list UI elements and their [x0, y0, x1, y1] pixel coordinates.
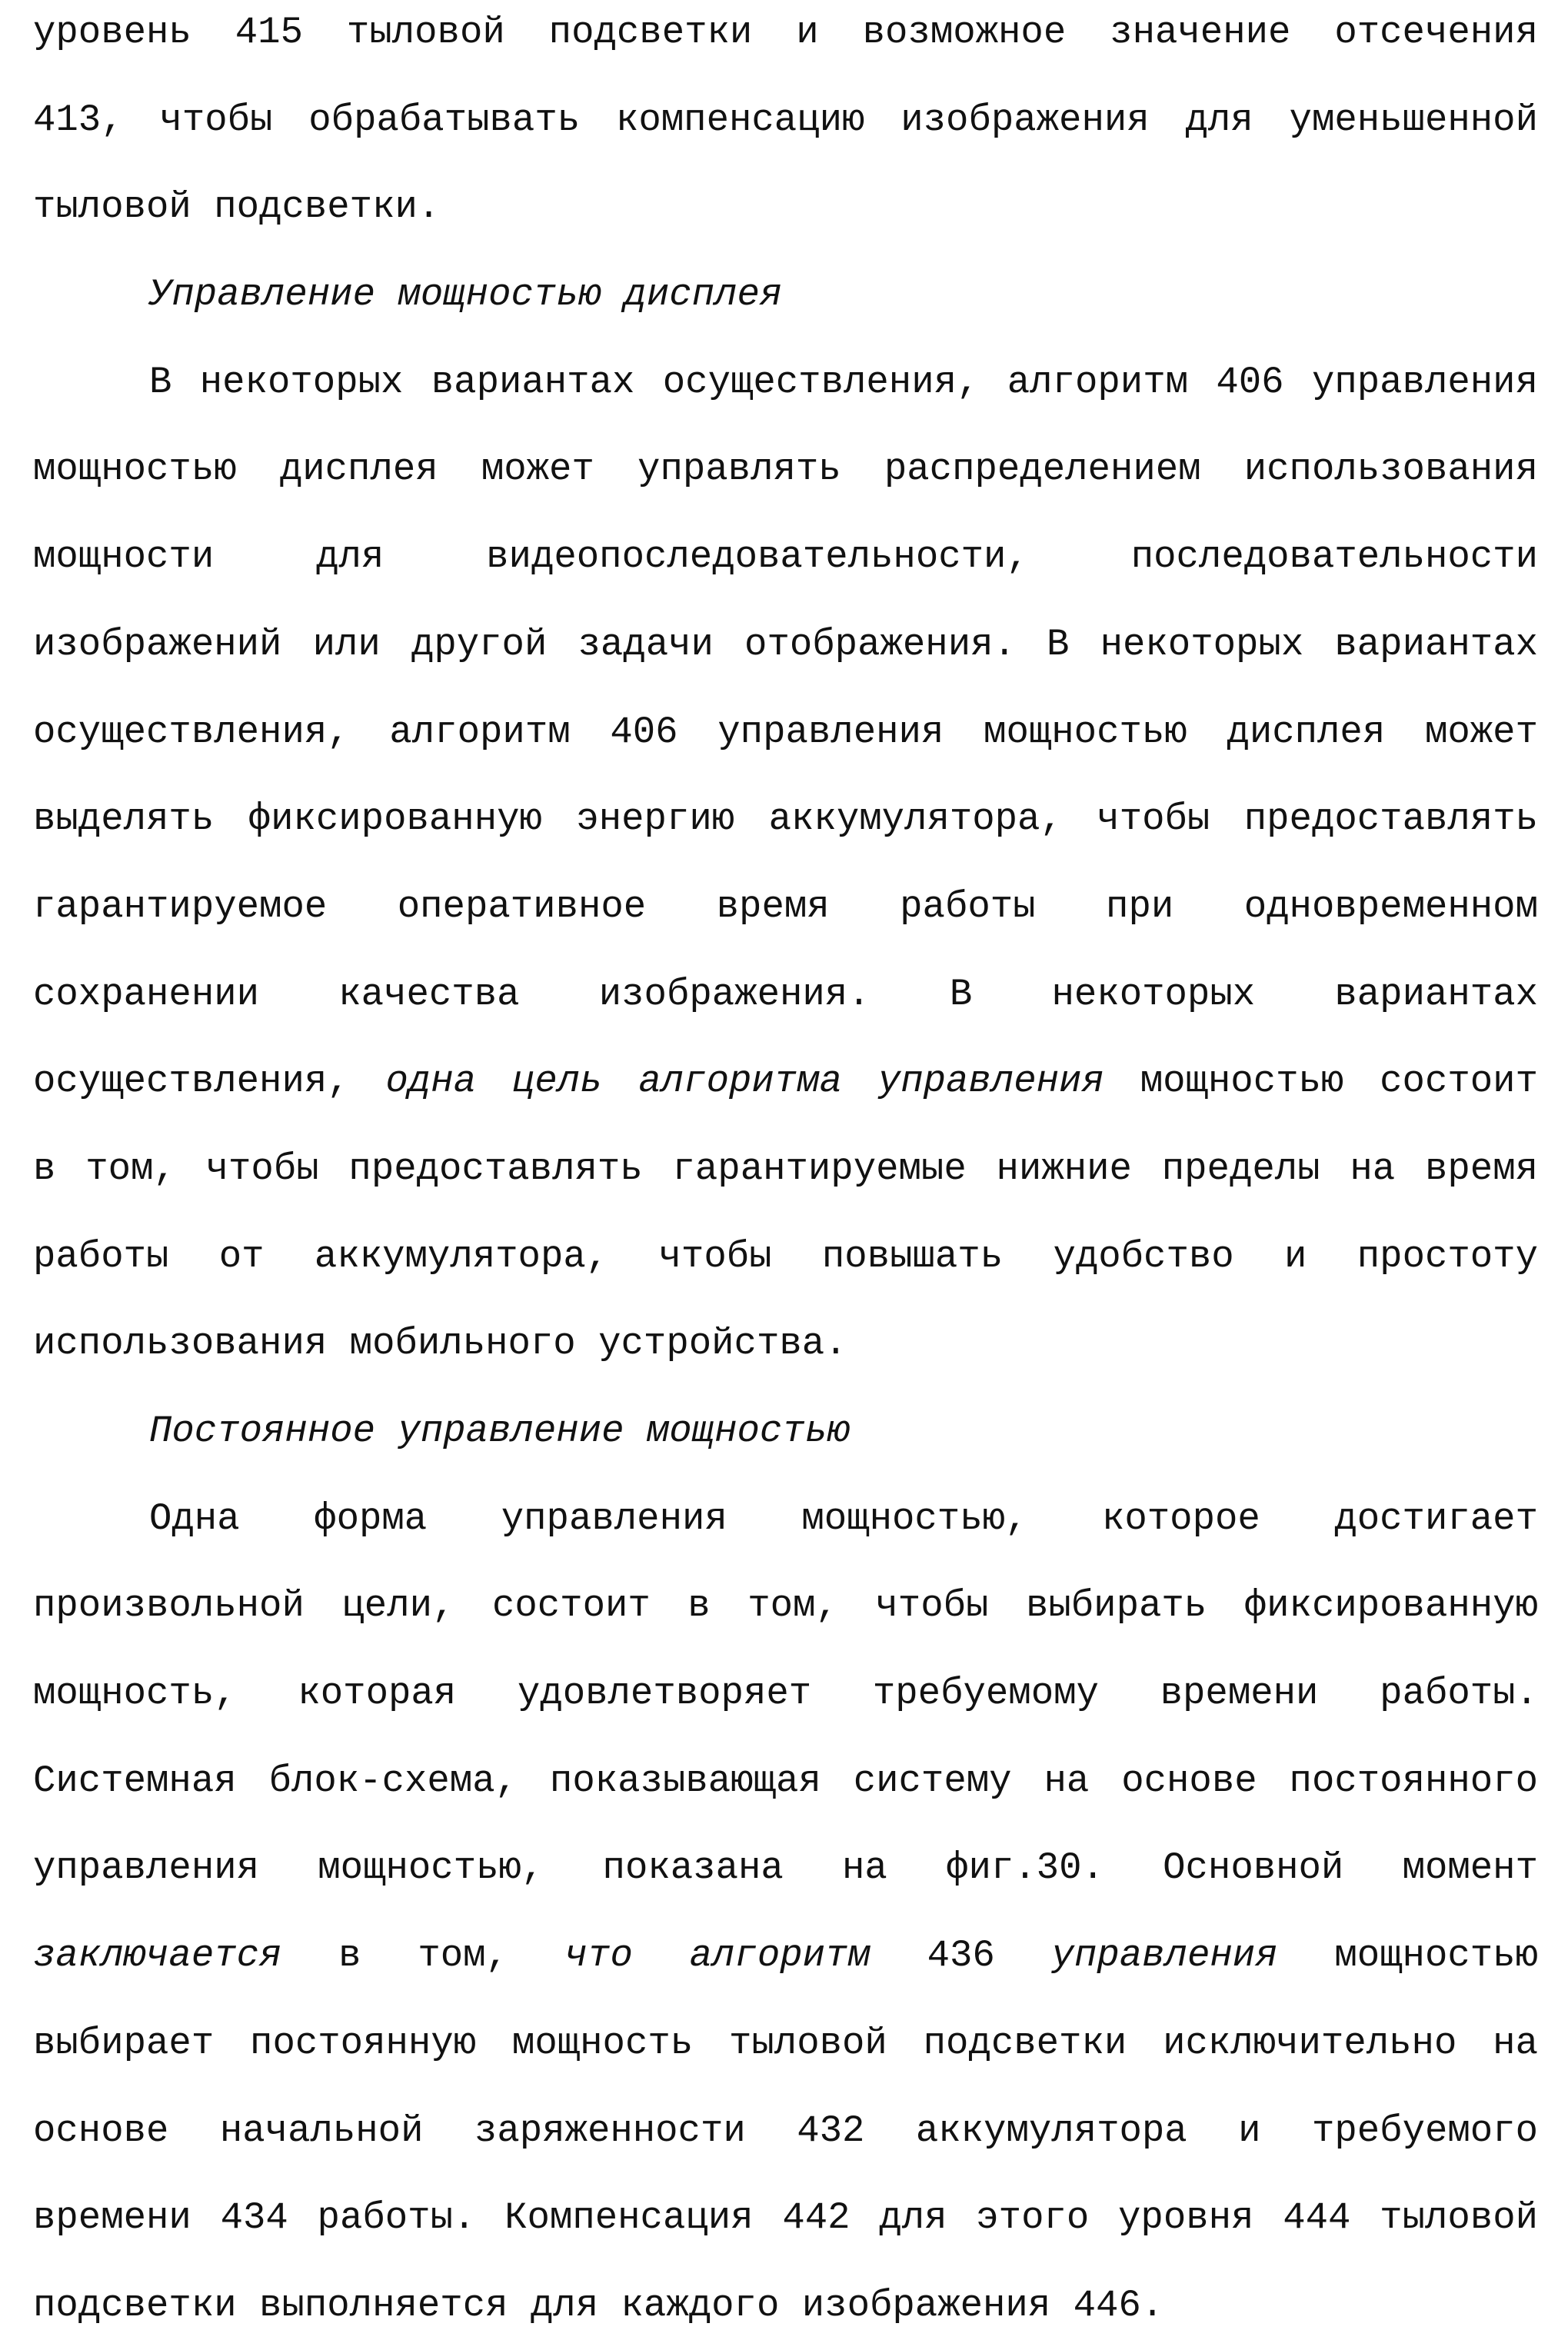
text-line	[33, 1300, 1538, 1388]
italic-text: заключается	[33, 1934, 281, 1977]
text-segment: сохранении качества изображения. В некоторых вариантах	[33, 973, 1538, 1016]
text-line	[33, 864, 1538, 951]
text-segment: мощностью	[1278, 1934, 1538, 1977]
text-line	[33, 77, 1538, 165]
text-line	[33, 426, 1538, 514]
text-segment: работы от аккумулятора, чтобы повышать удобство и простоту	[33, 1235, 1538, 1278]
text-segment: изображений или другой задачи отображения. В некоторых вариантах	[33, 623, 1538, 666]
text-segment: уровень 415 тыловой подсветки и возможное значение отсечения	[33, 11, 1538, 54]
text-line	[33, 1825, 1538, 1912]
text-segment: мощностью дисплея может управлять распределением использования	[33, 448, 1538, 491]
text-segment: мощность, которая удовлетворяет требуемому времени работы.	[33, 1672, 1538, 1715]
text-line	[33, 776, 1538, 864]
text-line	[33, 1650, 1538, 1738]
text-line	[33, 1738, 1538, 1826]
text-segment: тыловой подсветки.	[33, 185, 440, 228]
italic-text: управления	[1052, 1934, 1278, 1977]
text-line	[33, 164, 1538, 251]
italic-text: одна цель алгоритма управления	[385, 1060, 1104, 1103]
section-heading	[33, 1388, 1538, 1476]
text-line	[33, 2000, 1538, 2088]
text-segment: осуществления,	[33, 1060, 385, 1103]
text-segment: осуществления, алгоритм 406 управления мощностью дисплея может	[33, 711, 1538, 754]
text-line	[33, 2175, 1538, 2262]
text-segment: использования мобильного устройства.	[33, 1322, 847, 1365]
section-heading	[33, 251, 1538, 339]
text-segment: подсветки выполняется для каждого изображения 446.	[33, 2284, 1164, 2327]
text-line	[33, 1213, 1538, 1301]
text-segment: гарантируемое оперативное время работы при одновременном	[33, 885, 1538, 928]
text-line	[33, 1476, 1538, 1563]
text-segment: Одна форма управления мощностью, которое достигает	[149, 1497, 1538, 1540]
text-segment: в том, чтобы предоставлять гарантируемые нижние пределы на время	[33, 1147, 1538, 1190]
text-segment: В некоторых вариантах осуществления, алгоритм 406 управления	[149, 361, 1538, 404]
text-segment: основе начальной заряженности 432 аккумулятора и требуемого	[33, 2109, 1538, 2152]
text-segment: выбирает постоянную мощность тыловой подсветки исключительно на	[33, 2022, 1538, 2065]
text-line	[33, 1038, 1538, 1126]
text-line	[33, 1126, 1538, 1213]
document-page	[33, 0, 1538, 2350]
italic-text: Постоянное управление мощностью	[149, 1410, 851, 1453]
text-line	[33, 1563, 1538, 1650]
text-line	[33, 514, 1538, 601]
text-segment: 436	[871, 1934, 1052, 1977]
text-line	[33, 1912, 1538, 2000]
text-segment: в том,	[281, 1934, 564, 1977]
text-line	[33, 951, 1538, 1039]
text-line	[33, 0, 1538, 77]
text-segment: управления мощностью, показана на фиг.30. Основной момент	[33, 1846, 1538, 1889]
italic-text: что алгоритм	[565, 1934, 871, 1977]
text-line	[33, 2088, 1538, 2175]
text-segment: произвольной цели, состоит в том, чтобы выбирать фиксированную	[33, 1584, 1538, 1627]
text-line	[33, 339, 1538, 427]
text-line	[33, 689, 1538, 777]
text-line	[33, 2262, 1538, 2350]
text-segment: мощностью состоит	[1104, 1060, 1538, 1103]
italic-text: Управление мощностью дисплея	[149, 273, 782, 316]
text-segment: выделять фиксированную энергию аккумулятора, чтобы предоставлять	[33, 797, 1538, 840]
text-segment: Системная блок-схема, показывающая систему на основе постоянного	[33, 1759, 1538, 1802]
text-segment: 413, чтобы обрабатывать компенсацию изображения для уменьшенной	[33, 98, 1538, 141]
text-line	[33, 601, 1538, 689]
text-segment: мощности для видеопоследовательности, последовательности	[33, 535, 1538, 578]
text-segment: времени 434 работы. Компенсация 442 для этого уровня 444 тыловой	[33, 2196, 1538, 2239]
